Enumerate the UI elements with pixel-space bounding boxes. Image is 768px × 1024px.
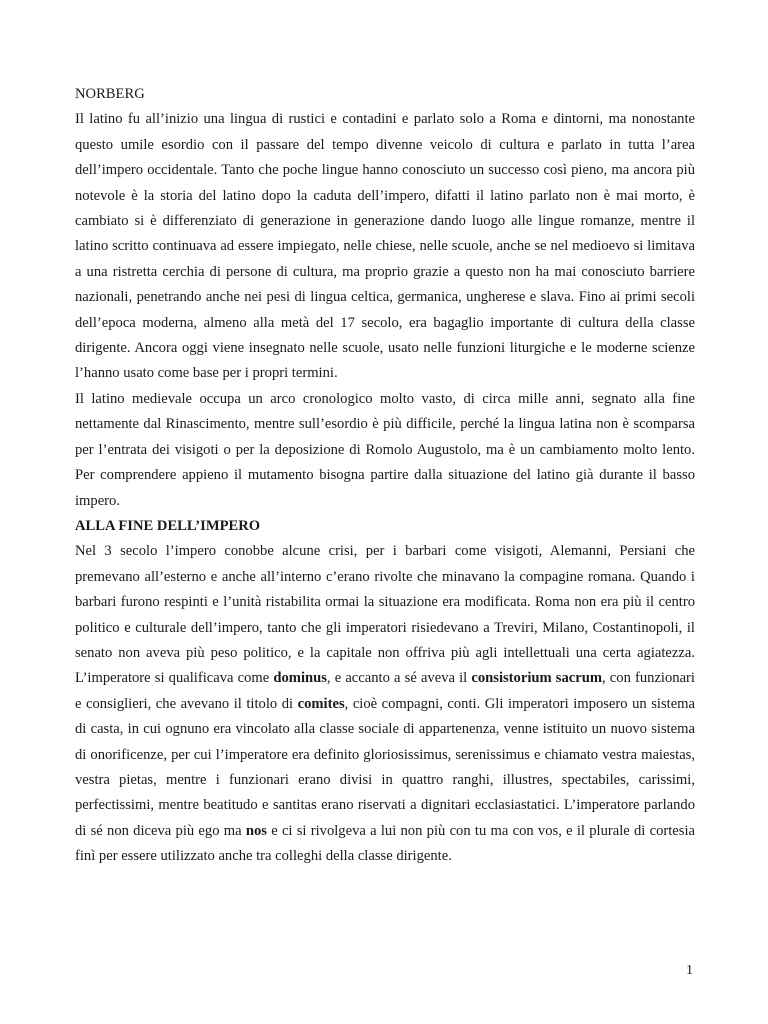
term-comites: comites — [297, 695, 345, 712]
paragraph-end-of-empire — [75, 539, 695, 869]
term-nos: nos — [245, 822, 267, 839]
paragraph-text: , con funzionari e consiglieri, che avevano il titolo di — [75, 670, 695, 712]
paragraph-intro: Il latino fu all’inizio una lingua di rustici e contadini e parlato solo a Roma e dintorni, ma nonostante questo umile esordio con il passare del tempo divenne veicolo di cultura e parlato in tutta l’area dell’impero occidentale. Tanto che poche lingue hanno conosciuto un successo così pieno, ma ancora più notevole è la storia del latino dopo la caduta dell’impero, difatti il latino parlato non è mai morto, è cambiato si è differenziato di generazione in generazione dando luogo alle lingue romanze, mentre il latino scritto continuava ad essere impiegato, nelle chiese, nelle scuole, anche se nel medioevo si limitava a una ristretta cerchia di persone di cultura, ma proprio grazie a questo non ha mai conosciuto barriere nazionali, penetrando anche nei pesi di lingua celtica, germanica, ungherese e slava. Fino ai primi secoli dell’epoca moderna, almeno alla metà del 17 secolo, era bagaglio importante di cultura della classe dirigente. Ancora oggi viene insegnato nelle scuole, usato nelle funzioni liturgiche e le moderne scienze l’hanno usato come base per i propri termini. — [75, 111, 695, 382]
paragraph-text: Nel 3 secolo l’impero conobbe alcune crisi, per i barbari come visigoti, Alemanni, Persiani che premevano all’esterno e anche all’interno c’erano rivolte che minavano la compagine romana. Quando i barbari furono respinti e l’unità ristabilita ormai la situazione era modificata. Roma non era più il centro politico e culturale dell’impero, tanto che gli imperatori risiedevano a Treviri, Milano, Costantinopoli, il senato non aveva più peso politico, e la capitale non offriva più agli intellettuali una certa agiatezza. L’imperatore si qualificava come — [75, 543, 695, 687]
paragraph-medieval-latin: Il latino medievale occupa un arco cronologico molto vasto, di circa mille anni, segnato alla fine nettamente dal Rinascimento, mentre sull’esordio è più difficile, perché la lingua latina non è scomparsa per l’entrata dei visigoti o per la deposizione di Romolo Augustolo, ma è un cambiamento molto lento. Per comprendere appieno il mutamento bisogna partire dalla situazione del latino già durante il basso impero. — [75, 390, 695, 509]
document-body — [75, 82, 695, 870]
document-title: NORBERG — [75, 86, 145, 102]
paragraph-text: e ci si rivolgeva a lui non più con tu ma con vos, e il plurale di cortesia finì per essere utilizzato anche tra colleghi della classe dirigente. — [75, 822, 695, 865]
page-number: 1 — [686, 963, 693, 978]
term-consistorium-sacrum: consistorium sacrum — [471, 670, 602, 687]
paragraph-text: , cioè compagni, conti. Gli imperatori imposero un sistema di casta, in cui ognuno era vincolato alla classe sociale di appartenenza, venne istituito un nuovo sistema di onorificenze, per cui l’imperatore era definito gloriosissimus, serenissimus e chiamato vestra maiestas, vestra pietas, mentre i funzionari erano divisi in quattro ranghi, illustres, spectabiles, carissimi, perfectissimi, mentre beatitudo e santitas erano riservati a dignitari ecclasiastatici. L’imperatore parlando di sé non diceva più ego ma — [75, 695, 696, 839]
term-dominus: dominus — [273, 670, 327, 687]
paragraph-text: , e accanto a sé aveva il — [326, 670, 472, 687]
section-heading: ALLA FINE DELL’IMPERO — [75, 517, 261, 534]
